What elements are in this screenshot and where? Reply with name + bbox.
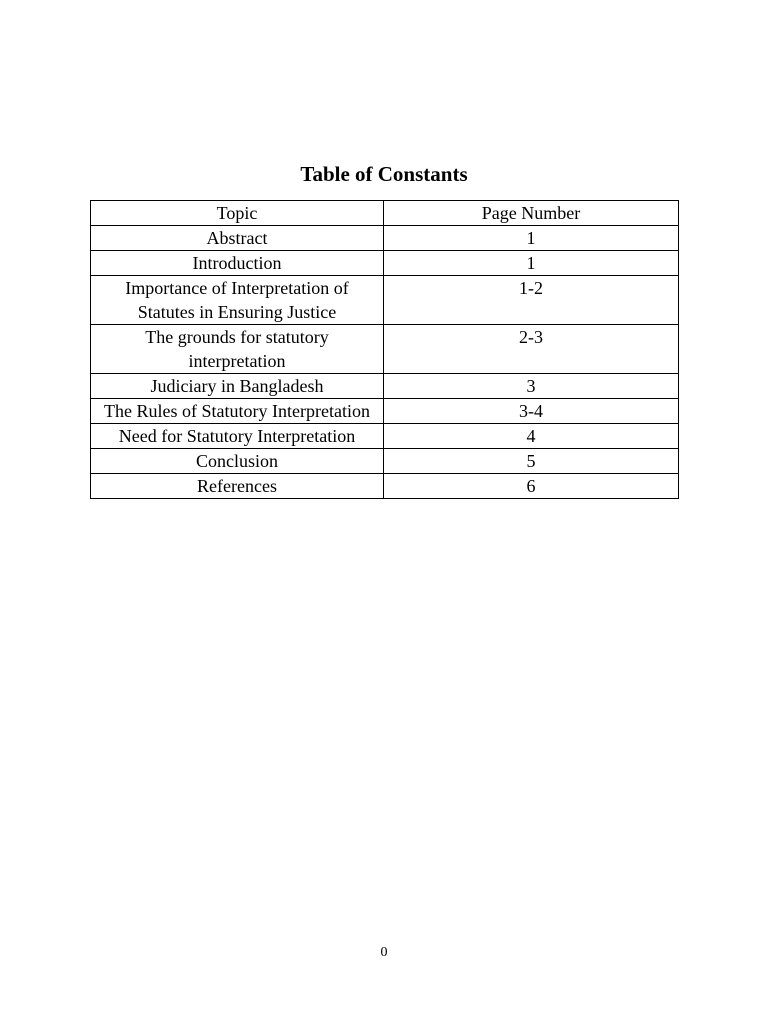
contents-table [90, 200, 679, 499]
topic-cell: Conclusion [91, 449, 384, 474]
page-cell: 3 [384, 374, 679, 399]
table-row [91, 474, 679, 499]
table-row [91, 251, 679, 276]
table-header-row [91, 201, 679, 226]
topic-cell: The Rules of Statutory Interpretation [91, 399, 384, 424]
table-row [91, 449, 679, 474]
page-cell: 1-2 [384, 276, 679, 325]
table-row [91, 399, 679, 424]
column-header-topic: Topic [91, 201, 384, 226]
topic-cell: Judiciary in Bangladesh [91, 374, 384, 399]
table-row [91, 325, 679, 374]
topic-cell: Need for Statutory Interpretation [91, 424, 384, 449]
topic-cell: Importance of Interpretation of Statutes in Ensuring Justice [91, 276, 384, 325]
table-row [91, 276, 679, 325]
page-cell: 5 [384, 449, 679, 474]
topic-cell: Introduction [91, 251, 384, 276]
page-cell: 1 [384, 226, 679, 251]
page-cell: 4 [384, 424, 679, 449]
page-title: Table of Constants [300, 162, 468, 186]
table-row [91, 424, 679, 449]
page-cell: 6 [384, 474, 679, 499]
page-cell: 3-4 [384, 399, 679, 424]
column-header-page-number: Page Number [384, 201, 679, 226]
topic-cell: References [91, 474, 384, 499]
table-row [91, 374, 679, 399]
table-row [91, 226, 679, 251]
topic-cell: The grounds for statutory interpretation [91, 325, 384, 374]
page-number: 0 [380, 945, 388, 960]
topic-cell: Abstract [91, 226, 384, 251]
page-cell: 2-3 [384, 325, 679, 374]
page-cell: 1 [384, 251, 679, 276]
